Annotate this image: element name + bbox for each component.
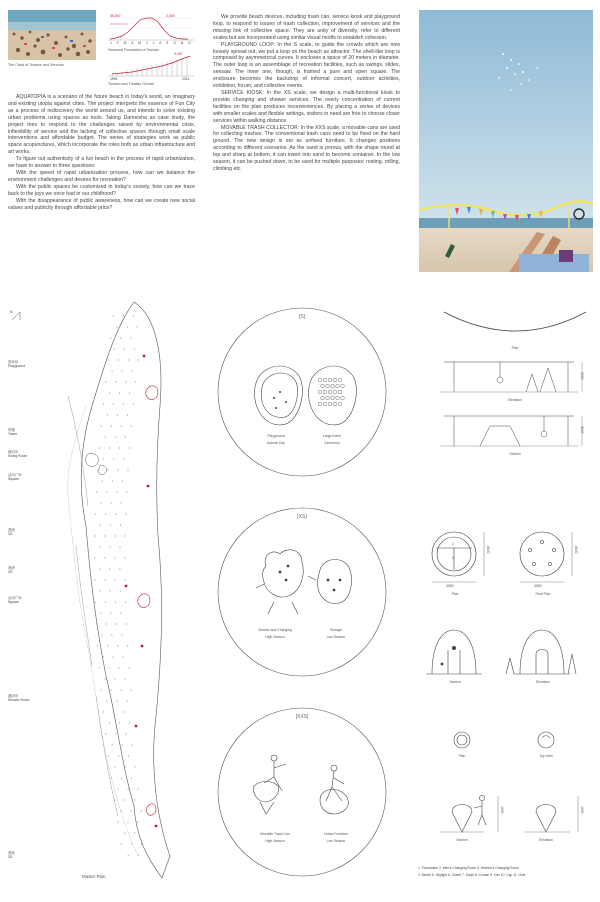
plan-dot: [119, 447, 120, 448]
plan-label-4: 活动广场 Square: [8, 473, 22, 481]
plan-dot: [129, 722, 130, 723]
plan-dot: [107, 469, 108, 470]
plan-dot: [100, 524, 101, 525]
plan-dot: [115, 733, 116, 734]
plan-dot: [105, 678, 106, 679]
circle-xxs-left-sub: High Season: [265, 839, 285, 843]
beach-scene-photo: [419, 10, 593, 272]
seasonal-chart-svg: [108, 10, 196, 44]
growth-chart: [108, 52, 196, 82]
plan-dot: [111, 370, 112, 371]
plan-dot: [94, 557, 95, 558]
circle-xs-svg: [216, 506, 388, 678]
xxs-section-label: Section: [456, 838, 468, 842]
circle-xxs-right-title: Urban Furniture: [324, 832, 348, 836]
plan-dot: [111, 777, 112, 778]
plan-dot: [116, 491, 117, 492]
plan-dot: [141, 810, 142, 811]
plan-dot: [109, 447, 110, 448]
plan-dot: [115, 513, 116, 514]
plan-dot: [119, 392, 120, 393]
plan-dot: [107, 645, 108, 646]
plan-dot: [110, 524, 111, 525]
plan-dot: [119, 722, 120, 723]
plan-dot: [125, 381, 126, 382]
plan-dot: [130, 337, 131, 338]
beach-strip-outline: [81, 302, 170, 878]
plan-dot: [127, 469, 128, 470]
plan-dot: [127, 326, 128, 327]
s-section-label: Section: [509, 452, 521, 456]
plan-dot: [108, 755, 109, 756]
plan-dot: [106, 623, 107, 624]
legend-line-2: 4. Bench 5. Skylight 6. Closet 7. Script 8. Curtain 9. Can 10. Cap 11. Hole: [418, 873, 526, 877]
plan-dot: [111, 502, 112, 503]
plan-dot: [131, 370, 132, 371]
circle-xs: [216, 506, 388, 678]
paragraph-aquatopia: AQUATOPIA is a scenario of the future beach in today's world, an imaginary and existing utopia against cities. The project interprets the essence of Fun City as a process of rediscovery the world around us, and intends to solve existing urban problems using spaces as tools. Taking Dameisha as case study, the project tries to respond to the challenges raised by environmental crisis, inflexibility of service and the lacking of collective spaces through small scale interventions and affordable budget. The series of strategies work as public space acupunctures, which incorporate the roles both as urban infrastructure and art works.: [8, 94, 195, 156]
plan-dot: [134, 766, 135, 767]
plan-dot: [103, 656, 104, 657]
plan-dot: [123, 403, 124, 404]
plan-dot: [127, 414, 128, 415]
plan-dot: [119, 667, 120, 668]
plan-dot: [125, 733, 126, 734]
plan-dot: [128, 788, 129, 789]
beach-crowd-photo: [8, 10, 96, 60]
xs-plan-label: Plan: [451, 592, 459, 596]
plan-dot: [117, 700, 118, 701]
plan-dot: [131, 810, 132, 811]
plan-dot: [110, 590, 111, 591]
plan-dot: [123, 656, 124, 657]
plan-dot: [121, 777, 122, 778]
plan-dot: [107, 700, 108, 701]
plan-dot: [128, 755, 129, 756]
plan-dot: [124, 579, 125, 580]
s-drawings-svg: [440, 306, 590, 466]
plan-dot: [127, 645, 128, 646]
plan-dot: [100, 612, 101, 613]
plan-dot: [103, 403, 104, 404]
circle-s-left-title: Playground: [267, 434, 285, 438]
plan-dot: [120, 590, 121, 591]
plan-label-7: 活动广场 Square: [8, 596, 22, 604]
legend: [418, 866, 594, 877]
plan-dot: [95, 535, 96, 536]
plan-dot: [113, 656, 114, 657]
plan-dot: [101, 689, 102, 690]
plan-dot: [124, 799, 125, 800]
plan-dot: [127, 821, 128, 822]
plan-dot: [124, 348, 125, 349]
plan-dot: [96, 623, 97, 624]
chart2-value: 3,457: [174, 52, 183, 56]
plan-dot: [121, 502, 122, 503]
chart1-value1: 55,000: [110, 14, 121, 18]
plan-dot: [113, 403, 114, 404]
plan-dot: [125, 513, 126, 514]
plan-dot: [124, 832, 125, 833]
chart2-year-start: 1991: [110, 77, 118, 81]
plan-dot: [105, 513, 106, 514]
plan-dot: [138, 359, 139, 360]
paragraph-q2: With the public spaces be customized in today's society, how can we trace back to the joys we once had in our childhood?: [8, 183, 195, 197]
plan-dot: [131, 777, 132, 778]
circle-xxs-tag: [XXS]: [295, 714, 309, 720]
plan-dot: [125, 436, 126, 437]
plan-dot: [131, 425, 132, 426]
plan-dot: [120, 524, 121, 525]
plan-dot: [133, 403, 134, 404]
plan-dot: [116, 623, 117, 624]
plan-dot: [131, 843, 132, 844]
xxs-elevation-label: Elevation: [539, 838, 553, 842]
paragraph-playground-loop: PLAYGROUND LOOP: In the S scale, to guide the crowds which are now loosely spread out, we put a loop on the beach as attractor. The shell-like loop is composed by asymmetrical curves. It encloses a space of 20 meters in diameter. The outer loop is an assemblage of recreation facilities, such as swings, slides, seesaw. The inner one, though, is framed a pure and open square. The enclosure becomes the backdrop of informal concert, outdoor activities, exhibition, forum, and collective events.: [213, 41, 400, 90]
plan-dot: [103, 711, 104, 712]
plan-dot: [120, 337, 121, 338]
plan-dot: [117, 326, 118, 327]
xxs-top-label: Top View: [539, 754, 553, 758]
plan-dot: [99, 568, 100, 569]
plan-dot: [101, 425, 102, 426]
plan-dot: [128, 359, 129, 360]
plan-dot: [112, 480, 113, 481]
plan-dot: [102, 480, 103, 481]
xxs-plan-label: Plan: [458, 754, 466, 758]
plan-dot: [120, 612, 121, 613]
xs-elevation-label: Elevation: [536, 680, 550, 684]
chart1-value2: 2,000: [166, 14, 175, 18]
circle-xs-tag: [XS]: [297, 514, 307, 520]
plan-dot: [114, 766, 115, 767]
circle-s-svg: [216, 306, 388, 478]
xs-drawings: [418, 520, 593, 710]
devices-text-column: [213, 14, 400, 173]
plan-dot: [124, 766, 125, 767]
circle-xs-left-sub: High Season: [265, 635, 285, 639]
xxs-dim1: 1000: [500, 806, 504, 814]
plan-dot: [105, 601, 106, 602]
plan-dot: [119, 568, 120, 569]
photo-caption: The Crisis of Treatise and Services: [8, 63, 64, 67]
plan-dot: [115, 678, 116, 679]
plan-dot: [129, 667, 130, 668]
plan-dot: [104, 557, 105, 558]
circle-xxs: [216, 706, 388, 878]
beach-scene-image: [419, 10, 593, 272]
plan-dot: [133, 315, 134, 316]
plan-dot: [105, 436, 106, 437]
circle-s-right-sub: Ceremony: [324, 441, 340, 445]
chart1-months: J F M A M J J A S O N D: [110, 41, 193, 45]
plan-dot: [118, 755, 119, 756]
intro-text-column: [8, 94, 195, 211]
plan-dot: [115, 601, 116, 602]
plan-dot: [108, 359, 109, 360]
plan-dot: [121, 425, 122, 426]
plan-dot: [115, 436, 116, 437]
xxs-dim2: 1000: [580, 806, 584, 814]
plan-dot: [111, 634, 112, 635]
plan-dot: [95, 513, 96, 514]
plan-dot: [107, 414, 108, 415]
plan-dot: [114, 579, 115, 580]
plan-dot: [126, 491, 127, 492]
plan-dot: [125, 535, 126, 536]
plan-dot: [122, 480, 123, 481]
circle-s: [216, 306, 388, 478]
xxs-drawings-svg: [430, 726, 590, 856]
plan-dot: [117, 645, 118, 646]
beach-crowd-image: [8, 10, 96, 60]
plan-dot: [111, 689, 112, 690]
north-arrow: [12, 312, 20, 320]
master-plan-title: Master Plan: [82, 874, 106, 879]
plan-dot: [121, 634, 122, 635]
xs-plan-num1: 1: [452, 542, 454, 546]
plan-dot: [105, 381, 106, 382]
plan-dot: [109, 546, 110, 547]
plan-dot: [105, 733, 106, 734]
circle-xs-right-title: Storage: [330, 628, 342, 632]
plan-dot: [129, 447, 130, 448]
paragraph-trash-collector: MOVABLE TRASH COLLECTOR: In the XXS scale, a movable cans are used for collecting trashes. The conventional trash cans need to be fixed on the hard ground. The new design is set as unfixed furniture. It changes positions according to different scenarios. As the sand is porous, with the shape round at top and sharp at bottom, it can insert into sand to become container. In the low season, it can be pushed down, to be used for multiple purposes: resting, rolling, climbing etc.: [213, 124, 400, 172]
paragraph-service-kiosk: SERVICE KIOSK: In the XS scale, we design a multi-functional kiosk to provide changing and shower services. The overly concentration of current facilities on the plan produces inconveniences. By placing a series of devices with smaller scales and flexible settings, visitors in need are free to choose closer services within walking distance.: [213, 89, 400, 124]
plan-dot: [99, 447, 100, 448]
plan-dot: [109, 722, 110, 723]
plan-dot: [114, 557, 115, 558]
plan-dot: [118, 359, 119, 360]
xs-dim-w1: 4000: [446, 584, 454, 588]
s-drawings: [440, 306, 590, 466]
plan-dot: [117, 469, 118, 470]
xs-dim-h2: 4000: [574, 546, 578, 554]
s-elevation-label: Elevation: [508, 398, 522, 402]
plan-dot: [135, 381, 136, 382]
paragraph-q1: With the speed of rapid urbanization process, how can we balance the environment challenges and desires for recreation?: [8, 169, 195, 183]
plan-dot: [94, 579, 95, 580]
plan-dot: [121, 843, 122, 844]
plan-dot: [123, 315, 124, 316]
circle-xs-right-sub: Low Season: [326, 635, 346, 639]
s-dim1: 3000: [580, 372, 584, 380]
plan-dot: [141, 843, 142, 844]
circle-xxs-right-sub: Low Season: [326, 839, 346, 843]
circle-xxs-svg: [216, 706, 388, 878]
plan-dot: [124, 557, 125, 558]
circle-s-left-sub: Normal Day: [267, 441, 285, 445]
plan-dot: [113, 458, 114, 459]
plan-dot: [103, 458, 104, 459]
plan-dot: [95, 601, 96, 602]
plan-dot: [131, 689, 132, 690]
circle-xxs-left-title: Movable Trash Can: [260, 832, 290, 836]
plan-dot: [101, 634, 102, 635]
plan-dot: [114, 348, 115, 349]
plan-dot: [121, 810, 122, 811]
xs-plan-num2: 2: [452, 556, 454, 560]
plan-dot: [110, 612, 111, 613]
plan-dot: [109, 667, 110, 668]
plan-dot: [123, 711, 124, 712]
plan-dot: [126, 623, 127, 624]
plan-dot: [137, 821, 138, 822]
plan-dot: [121, 689, 122, 690]
plan-dot: [109, 392, 110, 393]
master-plan: [6, 296, 206, 896]
circle-xs-left-title: Shower and Changing: [258, 628, 292, 632]
xs-dim-w2: 4000: [534, 584, 542, 588]
plan-dot: [134, 832, 135, 833]
plan-label-9: 漂流 3G: [8, 851, 15, 859]
plan-dot: [113, 315, 114, 316]
plan-dot: [134, 348, 135, 349]
chart2-caption: Tourism and Treatise Growth: [108, 82, 154, 86]
plan-dot: [99, 546, 100, 547]
plan-dot: [138, 788, 139, 789]
plan-dot: [115, 535, 116, 536]
plan-dot: [125, 601, 126, 602]
plan-dot: [111, 425, 112, 426]
circle-s-right-title: Large Event: [322, 434, 342, 438]
plan-dot: [112, 744, 113, 745]
plan-dot: [113, 711, 114, 712]
plan-dot: [119, 546, 120, 547]
master-plan-svg: [6, 296, 206, 886]
plan-label-8: 淋浴房 Shower Room: [8, 694, 30, 702]
plan-dot: [125, 678, 126, 679]
plan-label-3: 淋浴房 Swing Room: [8, 450, 28, 458]
plan-dot: [97, 645, 98, 646]
chart2-year-end: 2014: [182, 77, 190, 81]
plan-dot: [127, 700, 128, 701]
plan-dot: [109, 568, 110, 569]
s-plan-label: Plan: [511, 346, 519, 350]
plan-label-5: 漂流 3G: [8, 528, 15, 536]
plan-label-2: 塔楼 Tower: [8, 428, 18, 436]
paragraph-questions: To figure out authenticity of a fun beach in the process of rapid urbanization, we have to answer to three questions:: [8, 156, 195, 170]
paragraph-q3: With the disappearance of public awareness, how can we create new social values and publicity through affordable price?: [8, 197, 195, 211]
plan-dot: [117, 821, 118, 822]
paragraph-devices: We provide beach devices, including trash can, service kiosk and playground loop, to respond to issues of trash collection, improvement of services and the missing link of collective space. They are unity of diversity, refer to different scales but are incorporated using similar visual motifs to establish cohesion.: [213, 14, 400, 41]
legend-line-1: 1. Foundation 2. Men's Changing Room 3. Women's Changing Room: [418, 866, 520, 870]
plan-dot: [128, 854, 129, 855]
plan-dot: [123, 458, 124, 459]
plan-dot: [137, 326, 138, 327]
plan-dot: [104, 579, 105, 580]
plan-dot: [105, 535, 106, 536]
plan-dot: [138, 854, 139, 855]
plan-dot: [134, 799, 135, 800]
seasonal-chart: [108, 10, 196, 46]
plan-dot: [96, 491, 97, 492]
plan-dot: [121, 370, 122, 371]
plan-dot: [129, 392, 130, 393]
north-label: N: [10, 310, 13, 314]
xs-roof-label: Roof Plan: [535, 592, 551, 596]
xs-section-label: Section: [449, 680, 461, 684]
plan-dot: [122, 744, 123, 745]
xxs-drawings: [430, 726, 590, 856]
s-dim2: 4000: [580, 426, 584, 434]
plan-dot: [99, 667, 100, 668]
plan-dot: [118, 788, 119, 789]
circle-s-tag: [S]: [298, 314, 306, 320]
chart1-caption: Seasonal Fluctuation of Tourists: [108, 48, 159, 52]
plan-dot: [115, 381, 116, 382]
plan-dot: [110, 337, 111, 338]
plan-dot: [106, 491, 107, 492]
plan-dot: [101, 502, 102, 503]
plan-label-1: 游戏场 Playground: [8, 360, 26, 368]
plan-dot: [132, 744, 133, 745]
plan-label-6: 漂流 3G: [8, 566, 15, 574]
plan-dot: [117, 414, 118, 415]
plan-dot: [114, 799, 115, 800]
xs-dim-h1: 4000: [486, 546, 490, 554]
plan-dot: [100, 590, 101, 591]
